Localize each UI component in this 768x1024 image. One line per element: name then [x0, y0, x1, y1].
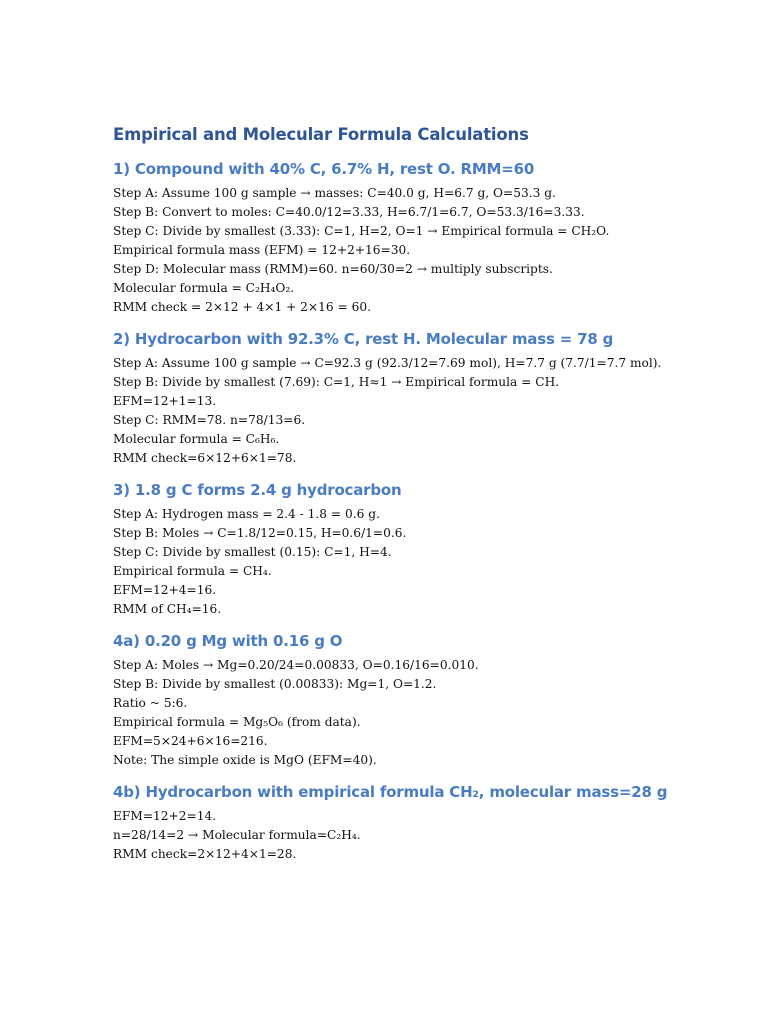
- body-line: Empirical formula = CH₄.: [113, 564, 272, 578]
- body-line: Molecular formula = C₆H₆.: [113, 432, 280, 446]
- body-line: Molecular formula = C₂H₄O₂.: [113, 281, 295, 295]
- body-line: Step C: Divide by smallest (3.33): C=1, H=2, O=1 → Empirical formula = CH₂O.: [113, 224, 610, 238]
- body-line: Step B: Divide by smallest (7.69): C=1, H≈1 → Empirical formula = CH.: [113, 375, 560, 389]
- body-line: Step A: Hydrogen mass = 2.4 - 1.8 = 0.6 g.: [113, 507, 380, 521]
- document-title: Empirical and Molecular Formula Calculations: [113, 125, 529, 144]
- section-heading: 4b) Hydrocarbon with empirical formula CH₂, molecular mass=28 g: [113, 783, 668, 801]
- body-line: Step A: Assume 100 g sample → masses: C=40.0 g, H=6.7 g, O=53.3 g.: [113, 186, 556, 200]
- section-heading: 4a) 0.20 g Mg with 0.16 g O: [113, 632, 343, 650]
- body-line: Note: The simple oxide is MgO (EFM=40).: [113, 753, 377, 767]
- section-4a: [113, 631, 733, 770]
- section-heading: 3) 1.8 g C forms 2.4 g hydrocarbon: [113, 481, 402, 499]
- body-line: Step A: Assume 100 g sample → C=92.3 g (92.3/12=7.69 mol), H=7.7 g (7.7/1=7.7 mol).: [113, 356, 662, 370]
- body-line: Step D: Molecular mass (RMM)=60. n=60/30=2 → multiply subscripts.: [113, 262, 553, 276]
- section-heading: 1) Compound with 40% C, 6.7% H, rest O. RMM=60: [113, 160, 535, 178]
- body-line: Empirical formula = Mg₅O₆ (from data).: [113, 715, 361, 729]
- body-line: Step B: Convert to moles: C=40.0/12=3.33, H=6.7/1=6.7, O=53.3/16=3.33.: [113, 205, 585, 219]
- body-line: Step C: Divide by smallest (0.15): C=1, H=4.: [113, 545, 392, 559]
- section-3: [113, 480, 733, 619]
- section-1: [113, 159, 733, 317]
- body-line: RMM of CH₄=16.: [113, 602, 222, 616]
- body-line: EFM=12+1=13.: [113, 394, 217, 408]
- body-line: RMM check = 2×12 + 4×1 + 2×16 = 60.: [113, 300, 371, 314]
- body-line: Empirical formula mass (EFM) = 12+2+16=30.: [113, 243, 411, 257]
- body-line: EFM=12+4=16.: [113, 583, 217, 597]
- body-line: Step B: Moles → C=1.8/12=0.15, H=0.6/1=0.6.: [113, 526, 407, 540]
- body-line: Step C: RMM=78. n=78/13=6.: [113, 413, 306, 427]
- body-line: RMM check=6×12+6×1=78.: [113, 451, 297, 465]
- section-4b: [113, 782, 733, 864]
- body-line: RMM check=2×12+4×1=28.: [113, 847, 297, 861]
- document-page: [113, 124, 733, 864]
- body-line: n=28/14=2 → Molecular formula=C₂H₄.: [113, 828, 361, 842]
- section-2: [113, 329, 733, 468]
- section-heading: 2) Hydrocarbon with 92.3% C, rest H. Molecular mass = 78 g: [113, 330, 614, 348]
- body-line: Step B: Divide by smallest (0.00833): Mg=1, O=1.2.: [113, 677, 437, 691]
- body-line: EFM=5×24+6×16=216.: [113, 734, 268, 748]
- body-line: EFM=12+2=14.: [113, 809, 217, 823]
- body-line: Ratio ~ 5:6.: [113, 696, 188, 710]
- body-line: Step A: Moles → Mg=0.20/24=0.00833, O=0.16/16=0.010.: [113, 658, 479, 672]
